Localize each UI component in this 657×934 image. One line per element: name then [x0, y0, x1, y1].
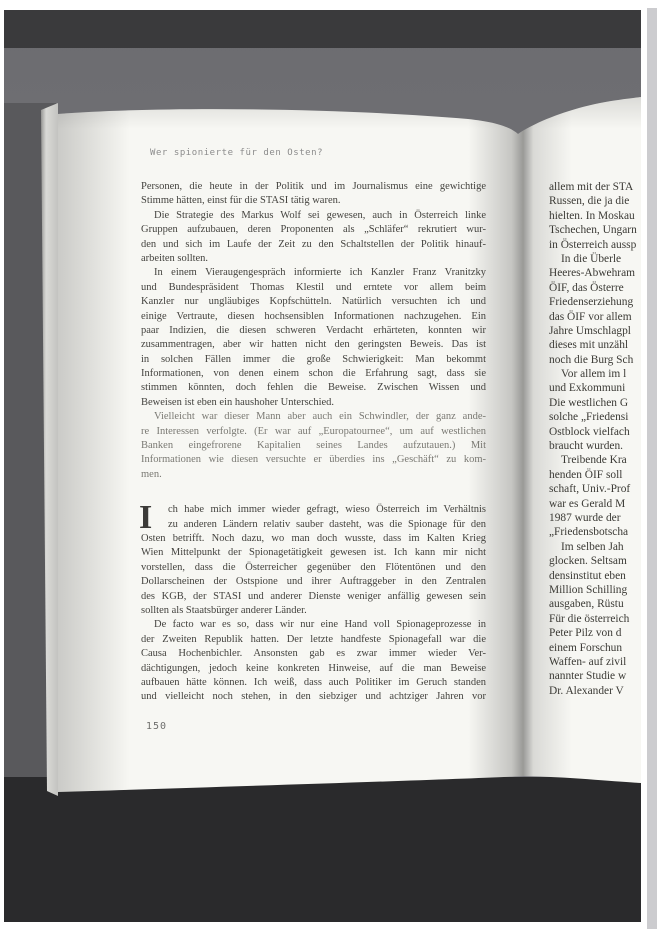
- shadow-below-book: [4, 777, 641, 922]
- text-line: Waffen- auf zivil: [549, 655, 627, 668]
- text-line: 1987 wurde der: [549, 511, 621, 524]
- text-line: nannter Studie w: [549, 670, 627, 683]
- text-line: vorstellen, dass die Österreicher gegenüber den Flötentönen und den: [141, 561, 486, 573]
- text-line: re Interessen verfolgte. (Er war auf „Europatournee“, um auf westlichen: [141, 425, 486, 437]
- text-line: Ostblock vielfach: [549, 425, 630, 438]
- text-line: De facto war es so, dass wir nur eine Hand voll Spionageprozesse in: [154, 619, 486, 631]
- text-line: Kanzler nur ungläubiges Kopfschütteln. Natürlich versuchten ich und: [141, 296, 486, 308]
- text-line: des KGB, der STASI und anderer Dienste weniger anfällig gewesen sein: [141, 590, 486, 602]
- text-line: und Bundespräsident Thomas Klestil und erntete vor allem beim: [141, 281, 486, 293]
- text-line: Causa Hochenbichler. Ansonsten gab es zwar immer wieder Ver-: [141, 648, 486, 660]
- text-line: Russen, die ja die: [549, 195, 630, 208]
- text-line: In einem Vieraugengespräch informierte ich Kanzler Franz Vranitzky: [154, 267, 486, 279]
- text-line: braucht wurden.: [549, 440, 624, 453]
- text-line: hielten. In Moskau: [549, 209, 635, 222]
- text-line: einem Forschun: [549, 641, 623, 654]
- text-line: Jahre Umschlagpl: [549, 324, 631, 337]
- text-line: Für die österreich: [549, 612, 630, 625]
- text-line: Im selben Jah: [561, 540, 624, 553]
- text-line: einige Vertraute, diesen hochsensiblen Informationen nachzugehen. Ein: [141, 310, 486, 322]
- page-number: 150: [146, 721, 168, 732]
- text-line: den und sich im Laufe der Zeit zu den Schaltstellen der Politik hinauf-: [141, 238, 486, 250]
- text-line: und Exkommuni: [549, 382, 626, 395]
- text-line: Million Schilling: [549, 583, 628, 596]
- text-line: Osten betrifft. Noch dazu, wo man doch wusste, dass im Kalten Krieg: [141, 532, 486, 544]
- text-line: „Friedensbotscha: [549, 526, 629, 539]
- right-page-text: [549, 180, 641, 698]
- text-line: in solchen Fällen immer die große Schwierigkeit: Man bekommt: [141, 353, 486, 365]
- text-line: Stimme hätten, einst für die STASI tätig waren.: [141, 195, 341, 207]
- text-line: schaft, Univ.-Prof: [549, 483, 631, 496]
- background-dark-band: [4, 10, 641, 48]
- text-line: in Österreich aussp: [549, 238, 637, 251]
- text-line: Peter Pilz von d: [549, 627, 622, 640]
- text-line: Tschechen, Ungarn: [549, 224, 637, 237]
- text-line: ausgaben, Rüstu: [549, 598, 624, 611]
- text-line: und vielleicht noch stehen, in den siebziger und achtziger Jahren vor: [141, 691, 486, 703]
- text-line: Vor allem im l: [561, 368, 627, 381]
- text-line: noch die Burg Sch: [549, 353, 634, 366]
- text-line: war es Gerald M: [549, 497, 626, 510]
- text-line: paar Indizien, die diesen schweren Verdacht erhärteten, konnten wir: [141, 324, 486, 336]
- text-line: Heeres-Abwehram: [549, 267, 636, 280]
- text-line: das ÖIF vor allem: [549, 310, 632, 323]
- text-line: densinstitut eben: [549, 569, 626, 582]
- text-line: glocken. Seltsam: [549, 555, 627, 568]
- text-line: In die Überle: [561, 252, 622, 265]
- text-line: Wien Mittelpunkt der Spionagetätigkeit gewesen ist. Ich kann mir nicht: [141, 547, 486, 559]
- left-page-text: [141, 180, 486, 705]
- text-line: Vielleicht war dieser Mann aber auch ein Schwindler, der ganz ande-: [154, 411, 486, 423]
- drop-cap: I: [139, 499, 153, 536]
- text-line: arbeiten sollten.: [141, 252, 209, 264]
- text-line: zusammentragen, aber wir hatten nicht den geringsten Beweis. Das ist: [141, 339, 486, 351]
- text-line: Friedenserziehung: [549, 296, 634, 309]
- text-line: dieses mit unzähl: [549, 339, 629, 352]
- text-line: Banken eingefrorene Kapitalien seines Landes aufzutauen.) Mit: [141, 440, 486, 452]
- running-header: Wer spionierte für den Osten?: [150, 148, 324, 158]
- text-line: dächtigungen, jedoch keine konkreten Hinweise, auf die man Beweise: [141, 662, 486, 674]
- text-line: Die westlichen G: [549, 396, 629, 409]
- text-line: Dollarscheinen der Ostspione und ihrer Auftraggeber in den Zentralen: [141, 576, 486, 588]
- text-line: Personen, die heute in der Politik und im Journalismus eine gewichtige: [141, 181, 486, 192]
- text-line: aufbauen hätte können. Ich weiß, dass auch Politiker im Geruch standen: [141, 676, 486, 688]
- text-line: Die Strategie des Markus Wolf sei gewesen, auch in Österreich linke: [154, 209, 486, 221]
- text-line: henden ÖIF soll: [549, 468, 623, 481]
- text-line: ÖIF, das Österre: [549, 281, 624, 294]
- text-line: men.: [141, 468, 162, 480]
- text-line: Gruppen aufzubauen, deren Proponenten als „Schläfer“ rekrutiert wur-: [141, 224, 486, 236]
- text-line: Informationen wie diesen versuchte er überdies ins „Geschäft“ zu kom-: [141, 454, 486, 466]
- scan-edge-strip: [647, 8, 657, 929]
- text-line: sollten als Staatsbürger anderer Länder.: [141, 604, 307, 616]
- text-line: Beweisen ist eben ein haushoher Unterschied.: [141, 396, 335, 408]
- text-line: zu anderen Ländern relativ sauber dasteht, was die Spionage für den: [168, 518, 486, 530]
- text-line: allem mit der STA: [549, 181, 634, 193]
- text-line: der Zweiten Republik hatten. Der letzte handfeste Spionagefall war die: [141, 633, 486, 645]
- text-line: solche „Friedensi: [549, 411, 629, 424]
- text-line: Informationen, von denen einem schon die Erfahrung sagt, dass sie: [141, 368, 486, 380]
- text-line: Treibende Kra: [561, 454, 627, 467]
- text-line: Dr. Alexander V: [549, 684, 624, 697]
- text-line: ch habe mich immer wieder gefragt, wieso Österreich im Verhältnis: [168, 504, 486, 516]
- text-line: stimmen könnten, doch fehlen die Beweise. Zwischen Wissen und: [141, 382, 486, 394]
